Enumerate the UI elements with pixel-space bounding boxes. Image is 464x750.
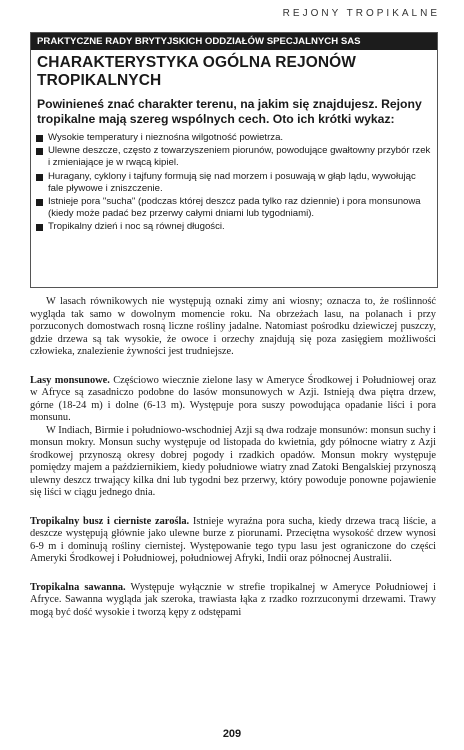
bullet-text: Ulewne deszcze, często z towarzyszeniem piorunów, powodujące gwałtowny przybór rzek i zmieniające je w rwącą kipiel. <box>48 145 431 169</box>
square-bullet-icon <box>36 135 43 142</box>
bullet-item <box>35 171 433 195</box>
savanna-paragraph <box>30 582 436 620</box>
tips-box-lead: Powinieneś znać charakter terenu, na jakim się znajdujesz. Rejony tropikalne mają szereg wspólnych cech. Oto ich krótki wykaz: <box>37 97 422 126</box>
tips-box <box>30 32 438 288</box>
square-bullet-icon <box>36 199 43 206</box>
tips-box-header: PRAKTYCZNE RADY BRYTYJSKICH ODDZIAŁÓW SPECJALNYCH SAS <box>31 33 437 50</box>
square-bullet-icon <box>36 148 43 155</box>
bush-text: Istnieje wyraźna pora sucha, kiedy drzewa tracą liście, a deszcze występują głównie jako ulewne burze z piorunami. Przeciętna wysokość drzew wynosi 6-9 m i dominują rośliny ciernistej. Występowanie tego typu lasu jest ograniczone do części Ameryki Środkowej i Południowej, południowej Afryki, Indii oraz północnej Australii. <box>30 515 436 564</box>
monsoon-paragraph <box>30 375 436 425</box>
savanna-heading: Tropikalna sawanna. <box>30 581 126 593</box>
bullet-item <box>35 132 433 144</box>
running-head: REJONY TROPIKALNE <box>282 8 440 19</box>
square-bullet-icon <box>36 174 43 181</box>
page-number: 209 <box>222 728 242 740</box>
bush-heading: Tropikalny busz i cierniste zarośla. <box>30 515 190 527</box>
body-text <box>30 296 436 619</box>
monsoon-text: Częściowo wiecznie zielone lasy w Ameryce Środkowej i Południowej oraz w Afryce są zasadniczo podobne do lasów monsunowych w Azji. Istnieją dwa piętra drzew, górne (18-24 m) i dolne (6-13 m). Występuje pora suszy powodująca opadanie liści i pora monsunu. <box>30 374 436 423</box>
bullet-text: Istnieje pora "sucha" (podczas której deszcz pada tylko raz dziennie) i pora monsunowa (kiedy może padać bez przerwy całymi dniami lub tygodniami). <box>48 196 421 220</box>
bullet-text: Tropikalny dzień i noc są równej długości. <box>48 221 225 233</box>
bullet-text: Wysokie temperatury i nieznośna wilgotność powietrza. <box>48 132 284 143</box>
bullet-item <box>35 196 433 220</box>
bullet-list <box>35 132 433 234</box>
intro-paragraph: W lasach równikowych nie występują oznaki zimy ani wiosny; oznacza to, że roślinność wygląda tak samo w dowolnym momencie roku. Na obrzeżach lasu, na polanach i przy porzuconych domostwach rosną liczne rośliny jadalne. Natomiast pośrodku dziewiczej puszczy, gdzie drzewa są tak wysokie, że owoce i orzechy znajdują się poza zasięgiem możliwości człowieka, znalezienie żywności jest trudniejsze. <box>30 296 436 357</box>
bush-paragraph <box>30 516 436 566</box>
monsoon-heading: Lasy monsunowe. <box>30 374 110 386</box>
tips-box-title: CHARAKTERYSTYKA OGÓLNA REJONÓW TROPIKALNYCH <box>37 54 357 89</box>
bullet-item <box>35 145 433 169</box>
monsoon-paragraph-2: W Indiach, Birmie i południowo-wschodniej Azji są dwa rodzaje monsunów: monsun suchy i monsun mokry. Monsun suchy występuje od listopada do kwietnia, gdy północne wiatry z Azji środkowej przynoszą okresy dobrej pogody i rzadkich opadów. Monsun mokry występuje pomiędzy majem a październikiem, kiedy południowe wiatry znad Zatoki Bengalskiej przynoszą ulewny deszcz trwający kilka dni lub tygodni bez przerwy, który powoduje ponowne pojawienie się liści w ciągu jednego dnia. <box>30 424 436 498</box>
savanna-text: Występuje wyłącznie w strefie tropikalnej w Ameryce Południowej i Afryce. Sawanna wygląda jak szeroka, trawiasta łąka z rzadko rozrzuconymi drzewami. Trawy mogą być dość wysokie i tworzą kępy z odstępami <box>30 581 436 618</box>
bullet-item <box>35 221 433 233</box>
bullet-text: Huragany, cyklony i tajfuny formują się nad morzem i posuwają w głąb lądu, wywołując fale pływowe i zniszczenie. <box>48 170 416 194</box>
square-bullet-icon <box>36 224 43 231</box>
